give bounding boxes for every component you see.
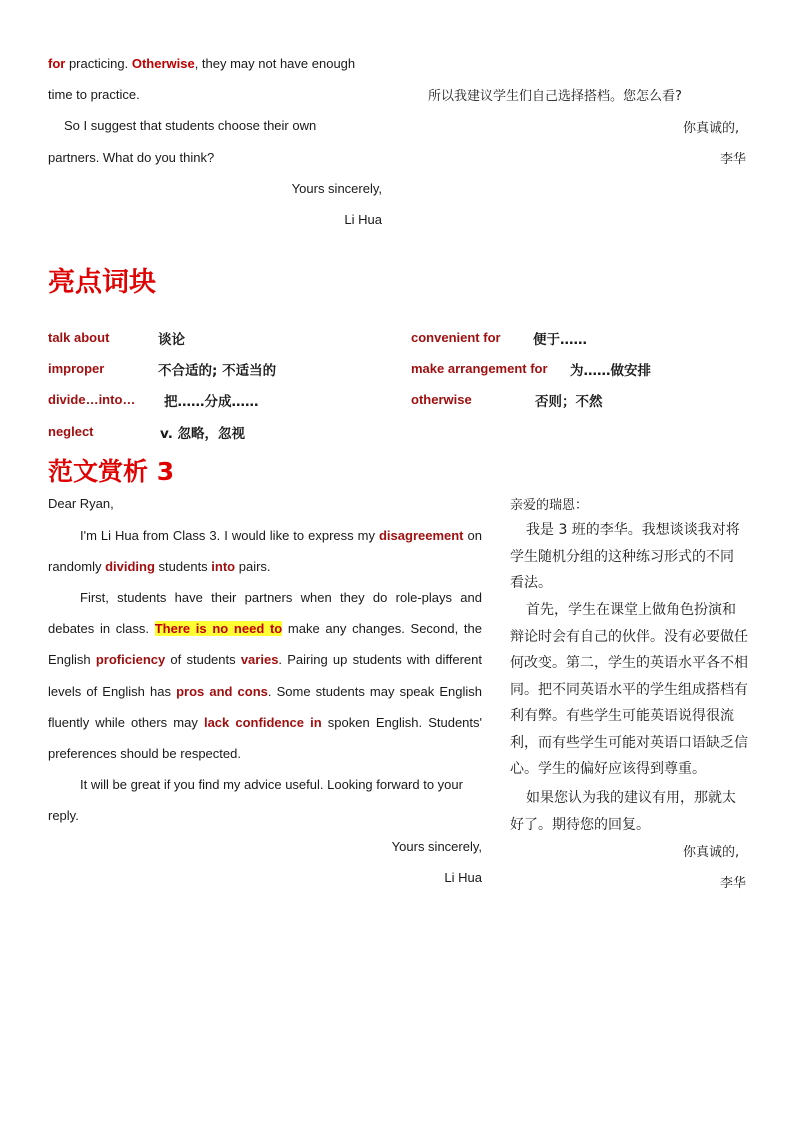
text-span: I'm Li Hua from Class 3. I would like to express my bbox=[80, 528, 379, 543]
vocab-term: talk about bbox=[48, 330, 110, 345]
vocab-term: make arrangement for bbox=[411, 361, 548, 376]
vocab-term: otherwise bbox=[411, 392, 472, 407]
essay-cn-p2: 首先，学生在课堂上做角色扮演和辩论时会有自己的伙伴。没有必要做任何改变。第二，学生的英语水平各不相同。把不同英语水平的学生组成搭档有利有弊。有些学生可能英语说得很流利，而有些学生可能对英语口语缺乏信心。学生的偏好应该得到尊重。 bbox=[510, 602, 748, 777]
top-cn-closing: 你真诚的, bbox=[683, 121, 740, 136]
section-title-vocab: 亮点词块 bbox=[48, 267, 156, 298]
vocab-term: convenient for bbox=[411, 330, 501, 345]
essay-cn-p1: 我是 3 班的李华。我想谈谈我对将学生随机分组的这种练习形式的不同 看法。 bbox=[510, 522, 740, 591]
top-en-line1 bbox=[48, 56, 355, 71]
essay-en-greeting: Dear Ryan, bbox=[48, 496, 114, 511]
vocab-term: neglect bbox=[48, 424, 94, 439]
kw-for: for bbox=[48, 56, 66, 71]
top-cn-name: 李华 bbox=[720, 152, 747, 167]
vocab-def: 谈论 bbox=[158, 332, 185, 348]
essay-cn-name: 李华 bbox=[720, 876, 747, 891]
vocab-term: divide…into… bbox=[48, 392, 136, 407]
kw-varies: varies bbox=[240, 652, 279, 668]
text-span: of students bbox=[165, 652, 241, 668]
essay-cn-greeting: 亲爱的瑞恩： bbox=[510, 498, 589, 513]
vocab-def: 便于…… bbox=[533, 332, 587, 348]
top-en-line4: partners. What do you think? bbox=[48, 150, 215, 165]
essay-en-p2 bbox=[48, 582, 482, 769]
vocab-def: v. 忽略，忽视 bbox=[160, 426, 246, 442]
section-title-essay: 范文赏析 3 bbox=[48, 457, 175, 486]
top-en-closing: Yours sincerely, bbox=[291, 181, 382, 196]
text-span: pairs. bbox=[235, 559, 271, 575]
text-span: First, students have their partners when they do role-plays and debates in class. bbox=[48, 590, 482, 637]
text-span: practicing. bbox=[65, 56, 132, 71]
top-en-line2: time to practice. bbox=[48, 87, 140, 102]
kw-pros-cons: pros and cons bbox=[176, 683, 268, 699]
essay-cn-closing: 你真诚的, bbox=[683, 845, 740, 860]
vocab-term: improper bbox=[48, 361, 105, 376]
text-span: . Some students may speak English fluently while others may bbox=[48, 683, 482, 730]
vocab-def: 不合适的; 不适当的 bbox=[158, 363, 277, 379]
vocab-def: 为……做安排 bbox=[570, 363, 651, 379]
kw-proficiency: proficiency bbox=[95, 652, 166, 668]
vocab-def: 否则；不然 bbox=[535, 394, 603, 410]
top-en-line3: So I suggest that students choose their own bbox=[64, 118, 317, 133]
text-span: students bbox=[154, 559, 212, 575]
essay-en-p3: It will be great if you find my advice useful. Looking forward to your reply. bbox=[48, 777, 463, 824]
kw-dividing: dividing bbox=[105, 559, 155, 575]
text-span: , they may not have enough bbox=[194, 56, 356, 71]
kw-no-need: There is no need to bbox=[154, 621, 283, 637]
text-span: spoken English. Students' preferences should be respected. bbox=[48, 714, 482, 762]
essay-cn-p3: 如果您认为我的建议有用，那就太好了。期待您的回复。 bbox=[510, 790, 736, 833]
text-span: . Pairing up students with different levels of English has bbox=[48, 652, 482, 699]
essay-en-closing: Yours sincerely, bbox=[391, 839, 482, 854]
kw-otherwise: Otherwise bbox=[131, 56, 195, 71]
text-span: make any changes. Second, the English bbox=[48, 621, 482, 668]
kw-lack-confidence: lack confidence in bbox=[203, 714, 322, 730]
vocab-def: 把……分成…… bbox=[164, 394, 259, 410]
kw-into: into bbox=[211, 559, 236, 575]
essay-en-name: Li Hua bbox=[444, 870, 482, 885]
essay-en-p1 bbox=[48, 520, 482, 582]
kw-disagreement: disagreement bbox=[378, 528, 464, 543]
top-en-name: Li Hua bbox=[344, 212, 382, 227]
text-span: on randomly bbox=[48, 528, 482, 575]
top-cn-line1: 所以我建议学生们自己选择搭档。您怎么看? bbox=[428, 89, 682, 104]
